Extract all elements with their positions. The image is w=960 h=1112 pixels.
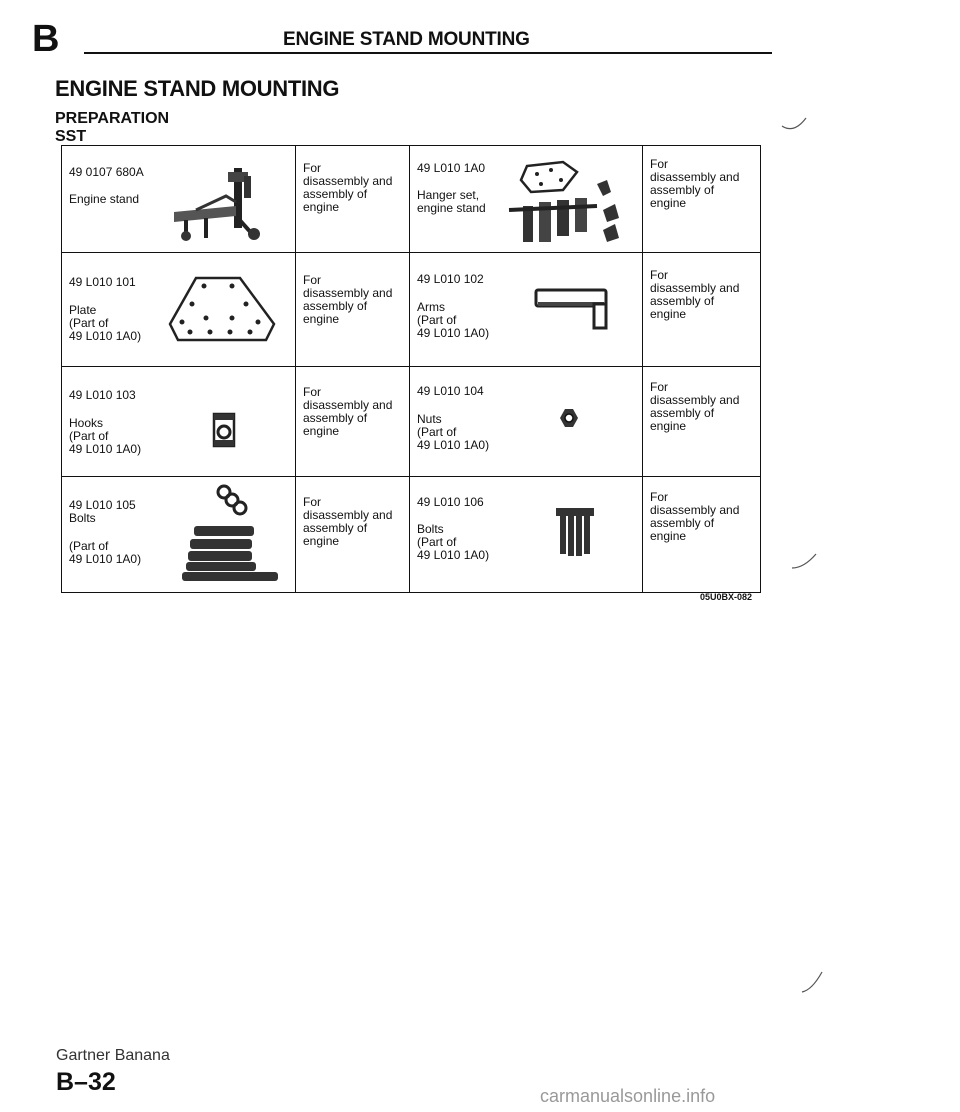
tool-name: Nuts [417, 412, 442, 426]
table-divider [62, 476, 760, 477]
tool-part-of: (Part of 49 L010 1A0) [69, 539, 142, 566]
tool-use: For disassembly and assembly of engine [303, 273, 393, 326]
tool-name: Hooks [69, 416, 104, 430]
tool-part-of: (Part of 49 L010 1A0) [417, 313, 490, 340]
sst-table [61, 145, 761, 593]
tool-number: 49 L010 105 [69, 498, 136, 512]
tool-use: For disassembly and assembly of engine [650, 268, 740, 321]
tool-use: For disassembly and assembly of engine [303, 385, 393, 438]
table-divider [62, 252, 760, 253]
engine-stand-icon [166, 166, 262, 242]
tool-number: 49 L010 102 [417, 272, 484, 286]
short-bolts-icon [554, 506, 596, 558]
tool-name: Arms [417, 300, 445, 314]
header-title: ENGINE STAND MOUNTING [283, 29, 530, 50]
scan-mark [800, 970, 824, 994]
tool-number: 49 L010 101 [69, 275, 136, 289]
table-divider [409, 146, 410, 592]
header-rule [84, 52, 772, 54]
hook-icon [212, 412, 236, 448]
preparation-heading: PREPARATION [55, 110, 170, 127]
tool-number: 49 L010 106 [417, 495, 484, 509]
scan-mark [790, 552, 820, 572]
long-bolts-icon [180, 484, 280, 582]
tool-number: 49 L010 103 [69, 388, 136, 402]
footer-brand: Gartner Banana [56, 1047, 170, 1064]
tool-use: For disassembly and assembly of engine [303, 161, 393, 214]
sst-heading: SST [55, 128, 87, 145]
tool-use: For disassembly and assembly of engine [650, 380, 740, 433]
section-letter: B [32, 18, 60, 60]
tool-use: For disassembly and assembly of engine [650, 490, 740, 543]
arm-icon [534, 286, 614, 332]
page-title: ENGINE STAND MOUNTING [55, 76, 340, 101]
tool-name: Hanger set, engine stand [417, 188, 486, 215]
tool-name: Engine stand [69, 192, 140, 206]
tool-use: For disassembly and assembly of engine [303, 495, 393, 548]
tool-use: For disassembly and assembly of engine [650, 157, 740, 210]
figure-code: 05U0BX-082 [700, 592, 753, 602]
tool-name: Bolts [69, 511, 96, 525]
tool-number: 49 L010 104 [417, 384, 484, 398]
tool-part-of: (Part of 49 L010 1A0) [417, 535, 490, 562]
tool-name: Plate [69, 303, 97, 317]
table-divider [62, 366, 760, 367]
nut-icon [559, 408, 579, 428]
plate-icon [166, 274, 276, 346]
tool-number: 49 0107 680A [69, 165, 144, 179]
tool-part-of: (Part of 49 L010 1A0) [69, 429, 142, 456]
tool-part-of: (Part of 49 L010 1A0) [69, 316, 142, 343]
page-number: B–32 [56, 1068, 116, 1096]
watermark: carmanualsonline.info [540, 1086, 716, 1106]
tool-name: Bolts [417, 522, 444, 536]
tool-part-of: (Part of 49 L010 1A0) [417, 425, 490, 452]
hanger-set-icon [507, 160, 635, 246]
tool-number: 49 L010 1A0 [417, 161, 486, 175]
table-divider [642, 146, 643, 592]
table-divider [295, 146, 296, 592]
scan-mark [780, 116, 810, 136]
